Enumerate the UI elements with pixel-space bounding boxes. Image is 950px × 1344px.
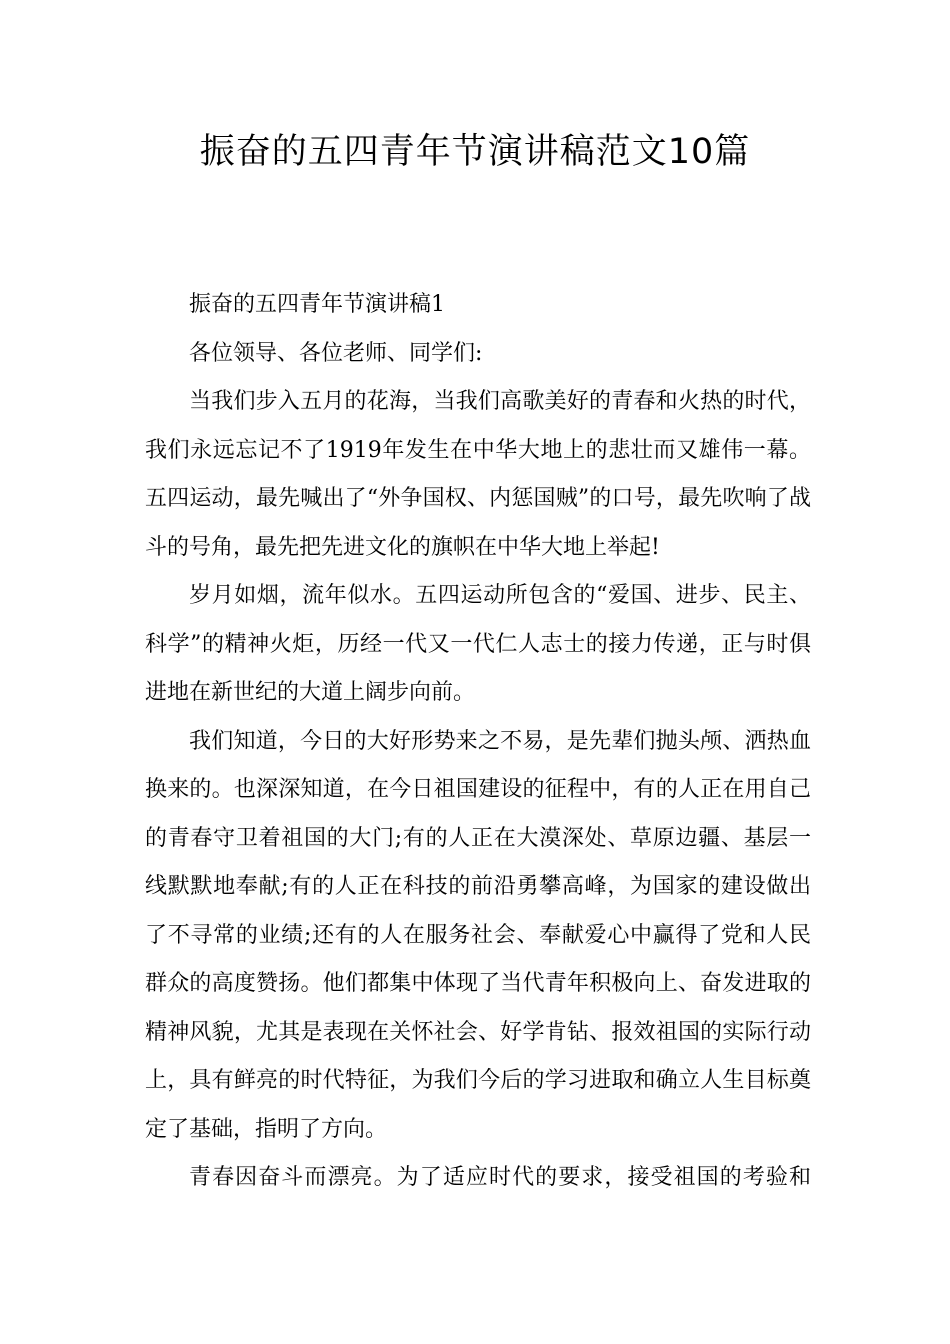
paragraph-4: 青春因奋斗而漂亮。为了适应时代的要求，接受祖国的考验和 [189, 1165, 811, 1190]
document-body [145, 281, 811, 1203]
paragraph-2: 岁月如烟，流年似水。五四运动所包含的“爱国、进步、民主、科学”的精神火炬，历经一代又一代仁人志士的接力传递，正与时俱进地在新世纪的大道上阔步向前。 [145, 583, 811, 705]
section-heading: 振奋的五四青年节演讲稿1 [189, 292, 445, 317]
salutation: 各位领导、各位老师、同学们: [189, 340, 483, 366]
paragraph-3: 我们知道，今日的大好形势来之不易，是先辈们抛头颅、洒热血换来的。也深深知道，在今日祖国建设的征程中，有的人正在用自己的青春守卫着祖国的大门;有的人正在大漠深处、草原边疆、基层一线默默地奉献;有的人正在科技的前沿勇攀高峰，为国家的建设做出了不寻常的业绩;还有的人在服务社会、奉献爱心中赢得了党和人民群众的高度赞扬。他们都集中体现了当代青年积极向上、奋发进取的精神风貌，尤其是表现在关怀社会、好学肯钻、报效祖国的实际行动上，具有鲜亮的时代特征，为我们今后的学习进取和确立人生目标奠定了基础，指明了方向。 [145, 728, 811, 1142]
document-title: 振奋的五四青年节演讲稿范文10篇 [199, 132, 751, 172]
paragraph-1: 当我们步入五月的花海，当我们高歌美好的青春和火热的时代，我们永远忘记不了1919年发生在中华大地上的悲壮而又雄伟一幕。五四运动，最先喊出了“外争国权、内惩国贼”的口号，最先吹响了战斗的号角，最先把先进文化的旗帜在中华大地上举起! [145, 389, 811, 560]
